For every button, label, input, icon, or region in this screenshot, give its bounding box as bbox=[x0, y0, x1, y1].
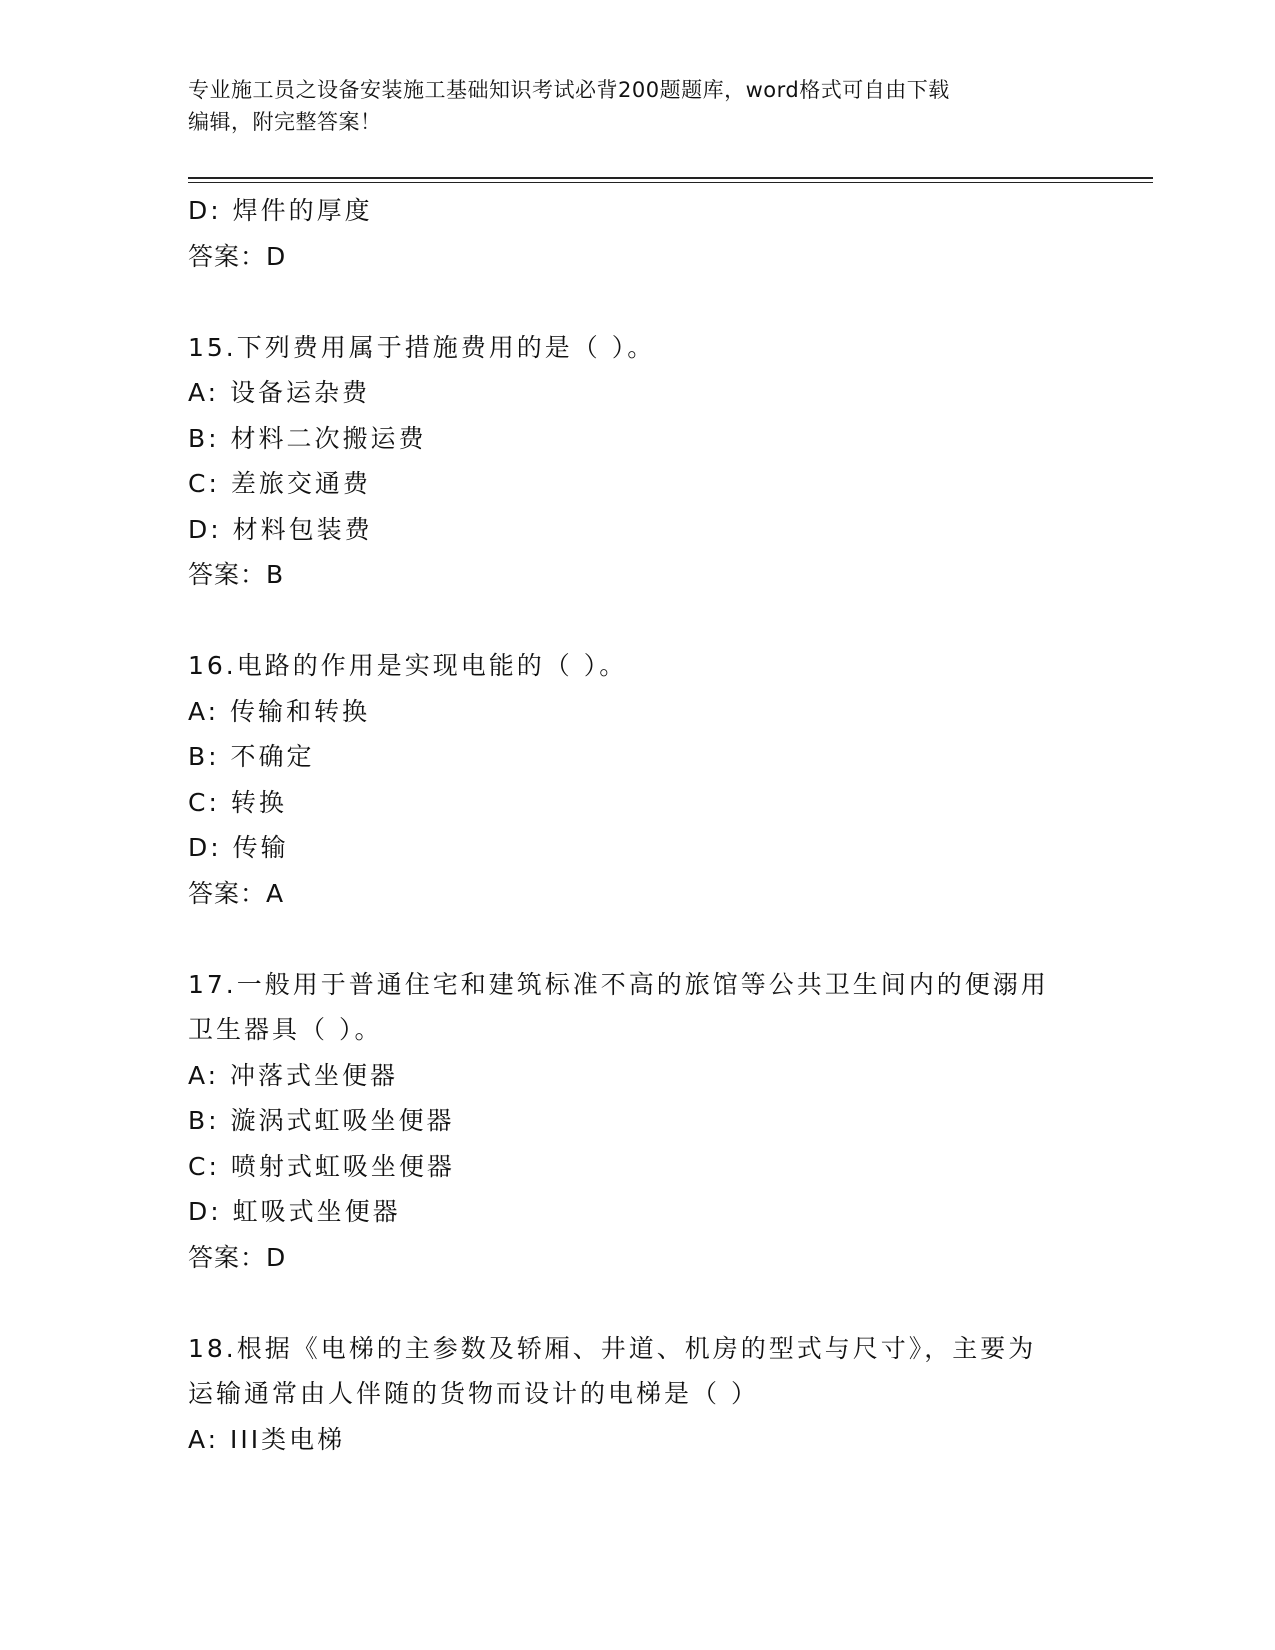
question-15 bbox=[188, 325, 1088, 598]
question-text-line-1: 17.一般用于普通住宅和建筑标准不高的旅馆等公共卫生间内的便溺用 bbox=[188, 969, 1049, 999]
option-a: A: 冲落式坐便器 bbox=[188, 1060, 399, 1090]
question-16 bbox=[188, 643, 1088, 916]
option-d: D: 虹吸式坐便器 bbox=[188, 1197, 401, 1226]
spacer bbox=[188, 598, 1088, 644]
option-a: A: III类电梯 bbox=[188, 1424, 346, 1454]
spacer bbox=[188, 279, 1088, 325]
option-c: C: 差旅交通费 bbox=[188, 469, 371, 498]
question-18 bbox=[188, 1326, 1088, 1463]
question-text-line-2: 卫生器具（ ）。 bbox=[188, 1015, 383, 1044]
option-c: C: 喷射式虹吸坐便器 bbox=[188, 1151, 455, 1181]
option-b: B: 漩涡式虹吸坐便器 bbox=[188, 1106, 455, 1135]
question-14 bbox=[188, 188, 1088, 279]
option-c: C: 转换 bbox=[188, 787, 287, 817]
answer: 答案：A bbox=[188, 878, 285, 908]
option-b: B: 材料二次搬运费 bbox=[188, 423, 427, 453]
document-header bbox=[188, 74, 1068, 138]
option-d: D: 材料包装费 bbox=[188, 514, 373, 544]
question-text: 15.下列费用属于措施费用的是（ ）。 bbox=[188, 332, 656, 362]
option-a: A: 设备运杂费 bbox=[188, 378, 371, 407]
header-divider-thick bbox=[188, 177, 1153, 179]
option-d: D: 焊件的厚度 bbox=[188, 196, 373, 225]
question-17 bbox=[188, 962, 1088, 1281]
question-text-line-2: 运输通常由人伴随的货物而设计的电梯是（ ） bbox=[188, 1379, 759, 1408]
option-a: A: 传输和转换 bbox=[188, 696, 371, 726]
option-b: B: 不确定 bbox=[188, 742, 315, 771]
question-text: 16.电路的作用是实现电能的（ ）。 bbox=[188, 651, 628, 680]
question-text-line-1: 18.根据《电梯的主参数及轿厢、井道、机房的型式与尺寸》，主要为 bbox=[188, 1333, 1037, 1363]
header-divider-thin bbox=[188, 182, 1153, 183]
answer: 答案：D bbox=[188, 241, 287, 271]
spacer bbox=[188, 916, 1088, 962]
header-title-line-1: 专业施工员之设备安装施工基础知识考试必背200题题库，word格式可自由下载 bbox=[188, 78, 950, 102]
answer: 答案：B bbox=[188, 560, 285, 589]
header-title-line-2: 编辑，附完整答案！ bbox=[188, 110, 382, 134]
option-d: D: 传输 bbox=[188, 833, 289, 862]
question-list bbox=[188, 188, 1088, 1462]
spacer bbox=[188, 1280, 1088, 1326]
answer: 答案：D bbox=[188, 1242, 287, 1272]
